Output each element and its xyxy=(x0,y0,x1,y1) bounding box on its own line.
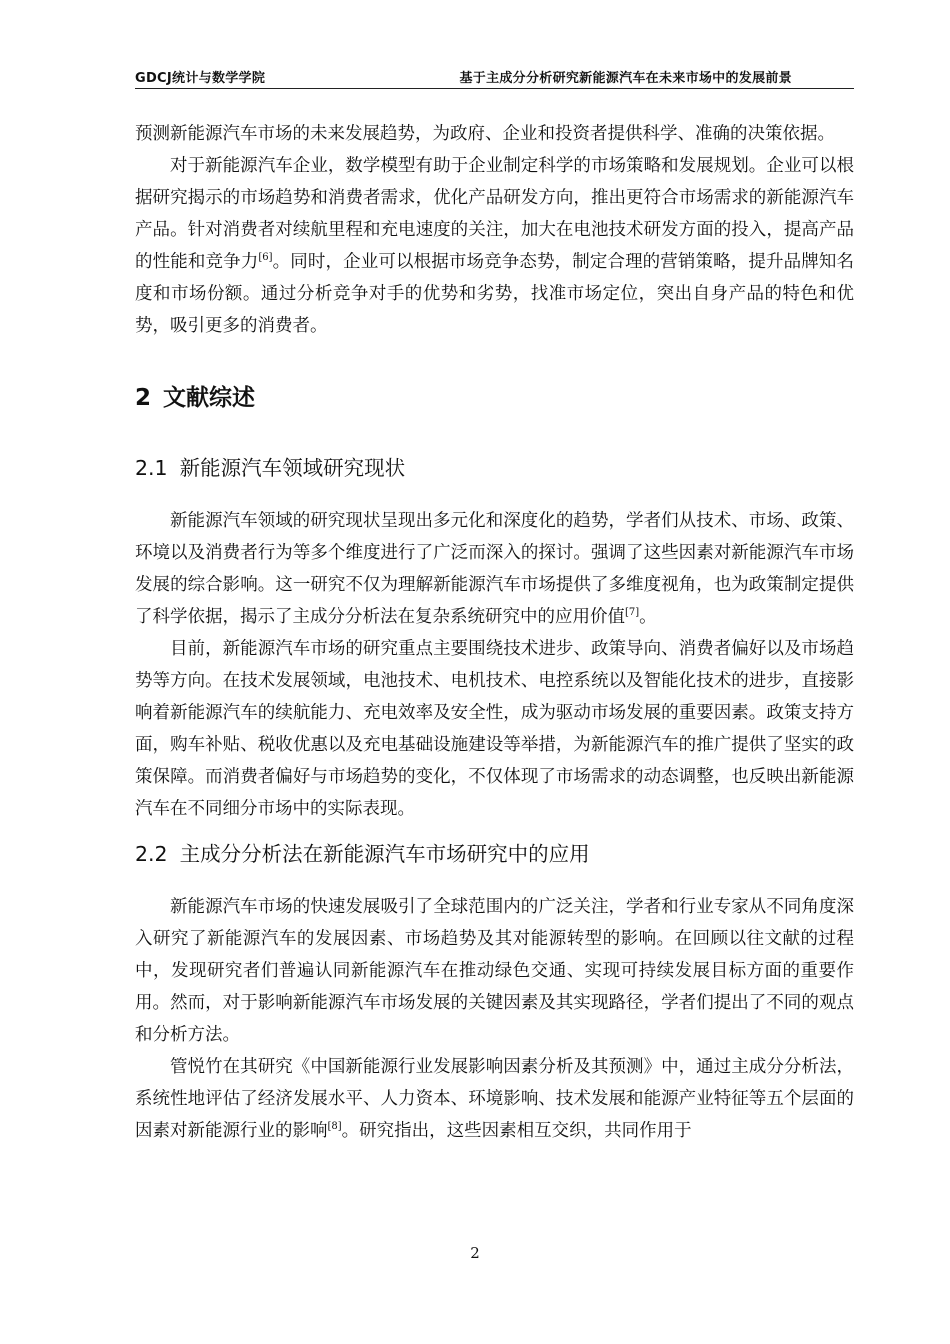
paragraph: 新能源汽车市场的快速发展吸引了全球范围内的广泛关注，学者和行业专家从不同角度深入研究了新能源汽车的发展因素、市场趋势及其对能源转型的影响。在回顾以往文献的过程中，发现研究者们普遍认同新能源汽车在推动绿色交通、实现可持续发展目标方面的重要作用。然而，对于影响新能源汽车市场发展的关键因素及其实现路径，学者们提出了不同的观点和分析方法。 xyxy=(135,897,854,1045)
citation: [8] xyxy=(327,1121,342,1133)
paragraph: 对于新能源汽车企业，数学模型有助于企业制定科学的市场策略和发展规划。企业可以根据研究揭示的市场趋势和消费者需求，优化产品研发方向，推出更符合市场需求的新能源汽车产品。针对消费者对续航里程和充电速度的关注，加大在电池技术研发方面的投入，提高产品的性能和竞争力[6]。同时，企业可以根据市场竞争态势，制定合理的营销策略，提升品牌知名度和市场份额。通过分析竞争对手的优势和劣势，找准市场定位，突出自身产品的特色和优势，吸引更多的消费者。 xyxy=(135,156,855,336)
paragraph: 新能源汽车领域的研究现状呈现出多元化和深度化的趋势，学者们从技术、市场、政策、环境以及消费者行为等多个维度进行了广泛而深入的探讨。强调了这些因素对新能源汽车市场发展的综合影响。这一研究不仅为理解新能源汽车市场提供了多维度视角，也为政策制定提供了科学依据，揭示了主成分分析法在复杂系统研究中的应用价值[7]。 xyxy=(135,511,854,627)
subsection-heading: 2.1 新能源汽车领域研究现状 xyxy=(135,456,406,480)
body-text xyxy=(135,118,854,1147)
paragraph: 管悦竹在其研究《中国新能源行业发展影响因素分析及其预测》中，通过主成分分析法，系统性地评估了经济发展水平、人力资本、环境影响、技术发展和能源产业特征等五个层面的因素对新能源行业的影响[8]。研究指出，这些因素相互交织，共同作用于 xyxy=(135,1057,854,1141)
header-thesis-title: 基于主成分分析研究新能源汽车在未来市场中的发展前景 xyxy=(459,71,792,86)
citation: [6] xyxy=(258,252,273,264)
page-number: 2 xyxy=(470,1244,480,1262)
paragraph: 目前，新能源汽车市场的研究重点主要围绕技术进步、政策导向、消费者偏好以及市场趋势等方向。在技术发展领域，电池技术、电机技术、电控系统以及智能化技术的进步，直接影响着新能源汽车的续航能力、充电效率及安全性，成为驱动市场发展的重要因素。政策支持方面，购车补贴、税收优惠以及充电基础设施建设等举措，为新能源汽车的推广提供了坚实的政策保障。而消费者偏好与市场趋势的变化，不仅体现了市场需求的动态调整，也反映出新能源汽车在不同细分市场中的实际表现。 xyxy=(135,639,854,819)
paragraph-continued: 预测新能源汽车市场的未来发展趋势，为政府、企业和投资者提供科学、准确的决策依据。 xyxy=(135,124,835,144)
header-institution: GDCJ统计与数学学院 xyxy=(135,71,266,86)
running-header xyxy=(135,66,854,89)
section-heading: 2 文献综述 xyxy=(135,385,256,411)
citation: [7] xyxy=(625,607,640,619)
subsection-heading: 2.2 主成分分析法在新能源汽车市场研究中的应用 xyxy=(135,842,590,866)
